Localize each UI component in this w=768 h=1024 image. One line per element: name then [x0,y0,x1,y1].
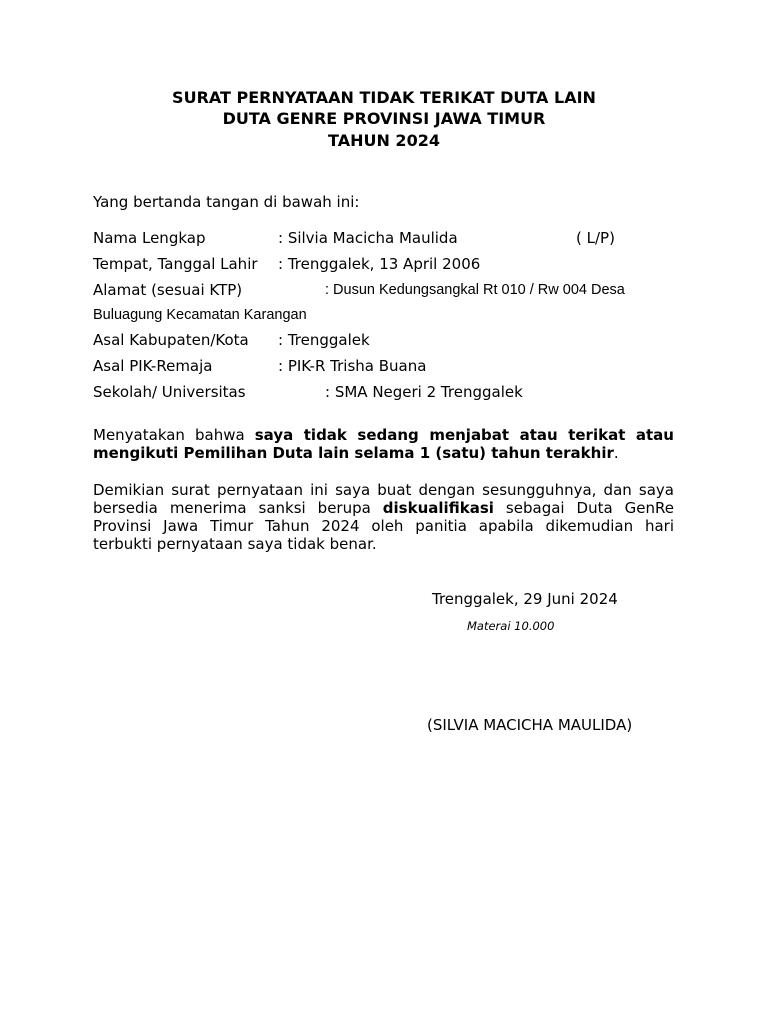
alamat-value: : Dusun Kedungsangkal Rt 010 / Rw 004 Desa [325,282,625,298]
closing-line-4: terbukti pernyataan saya tidak benar. [93,535,377,553]
ttl-value: : Trenggalek, 13 April 2006 [278,255,481,273]
statement-paragraph [93,426,674,462]
kabupaten-label: Asal Kabupaten/Kota [93,331,249,349]
pik-label: Asal PIK-Remaja [93,357,213,375]
signature-name: (SILVIA MACICHA MAULIDA) [427,716,633,734]
closing-line-2-b: sebagai Duta GenRe [493,499,674,517]
title-line-2: DUTA GENRE PROVINSI JAWA TIMUR [222,109,546,128]
signature-place-date: Trenggalek, 29 Juni 2024 [432,590,618,608]
sekolah-value: : SMA Negeri 2 Trenggalek [325,383,523,401]
closing-line-1: Demikian surat pernyataan ini saya buat dengan sesungguhnya, dan saya [93,481,674,499]
statement-bold-2: mengikuti Pemilihan Duta lain selama 1 (satu) tahun terakhir [93,444,614,462]
alamat-label: Alamat (sesuai KTP) [93,281,243,299]
gender-value: ( L/P) [576,229,615,247]
kabupaten-value: : Trenggalek [278,331,370,349]
title-line-1: SURAT PERNYATAAN TIDAK TERIKAT DUTA LAIN [172,88,596,107]
nama-value: : Silvia Macicha Maulida [278,229,458,247]
statement-line-1 [93,426,674,444]
nama-label: Nama Lengkap [93,229,206,247]
statement-line-2 [93,444,674,462]
closing-line-3: Provinsi Jawa Timur Tahun 2024 oleh panitia apabila dikemudian hari [93,517,674,535]
alamat-continuation: Buluagung Kecamatan Karangan [93,307,307,323]
intro-text: Yang bertanda tangan di bawah ini: [93,193,360,211]
closing-line-2 [93,499,674,517]
closing-paragraph [93,481,674,553]
sekolah-label: Sekolah/ Universitas [93,383,246,401]
title-line-3: TAHUN 2024 [328,131,440,150]
closing-line-2-a: bersedia menerima sanksi berupa [93,499,383,517]
pik-value: : PIK-R Trisha Buana [278,357,427,375]
statement-bold-1: saya tidak sedang menjabat atau terikat atau [254,426,674,444]
closing-line-2-bold: diskualifikasi [382,499,494,517]
statement-suffix: . [613,444,619,462]
ttl-label: Tempat, Tanggal Lahir [93,255,258,273]
materai-note: Materai 10.000 [467,619,555,633]
statement-prefix: Menyatakan bahwa [93,426,255,444]
